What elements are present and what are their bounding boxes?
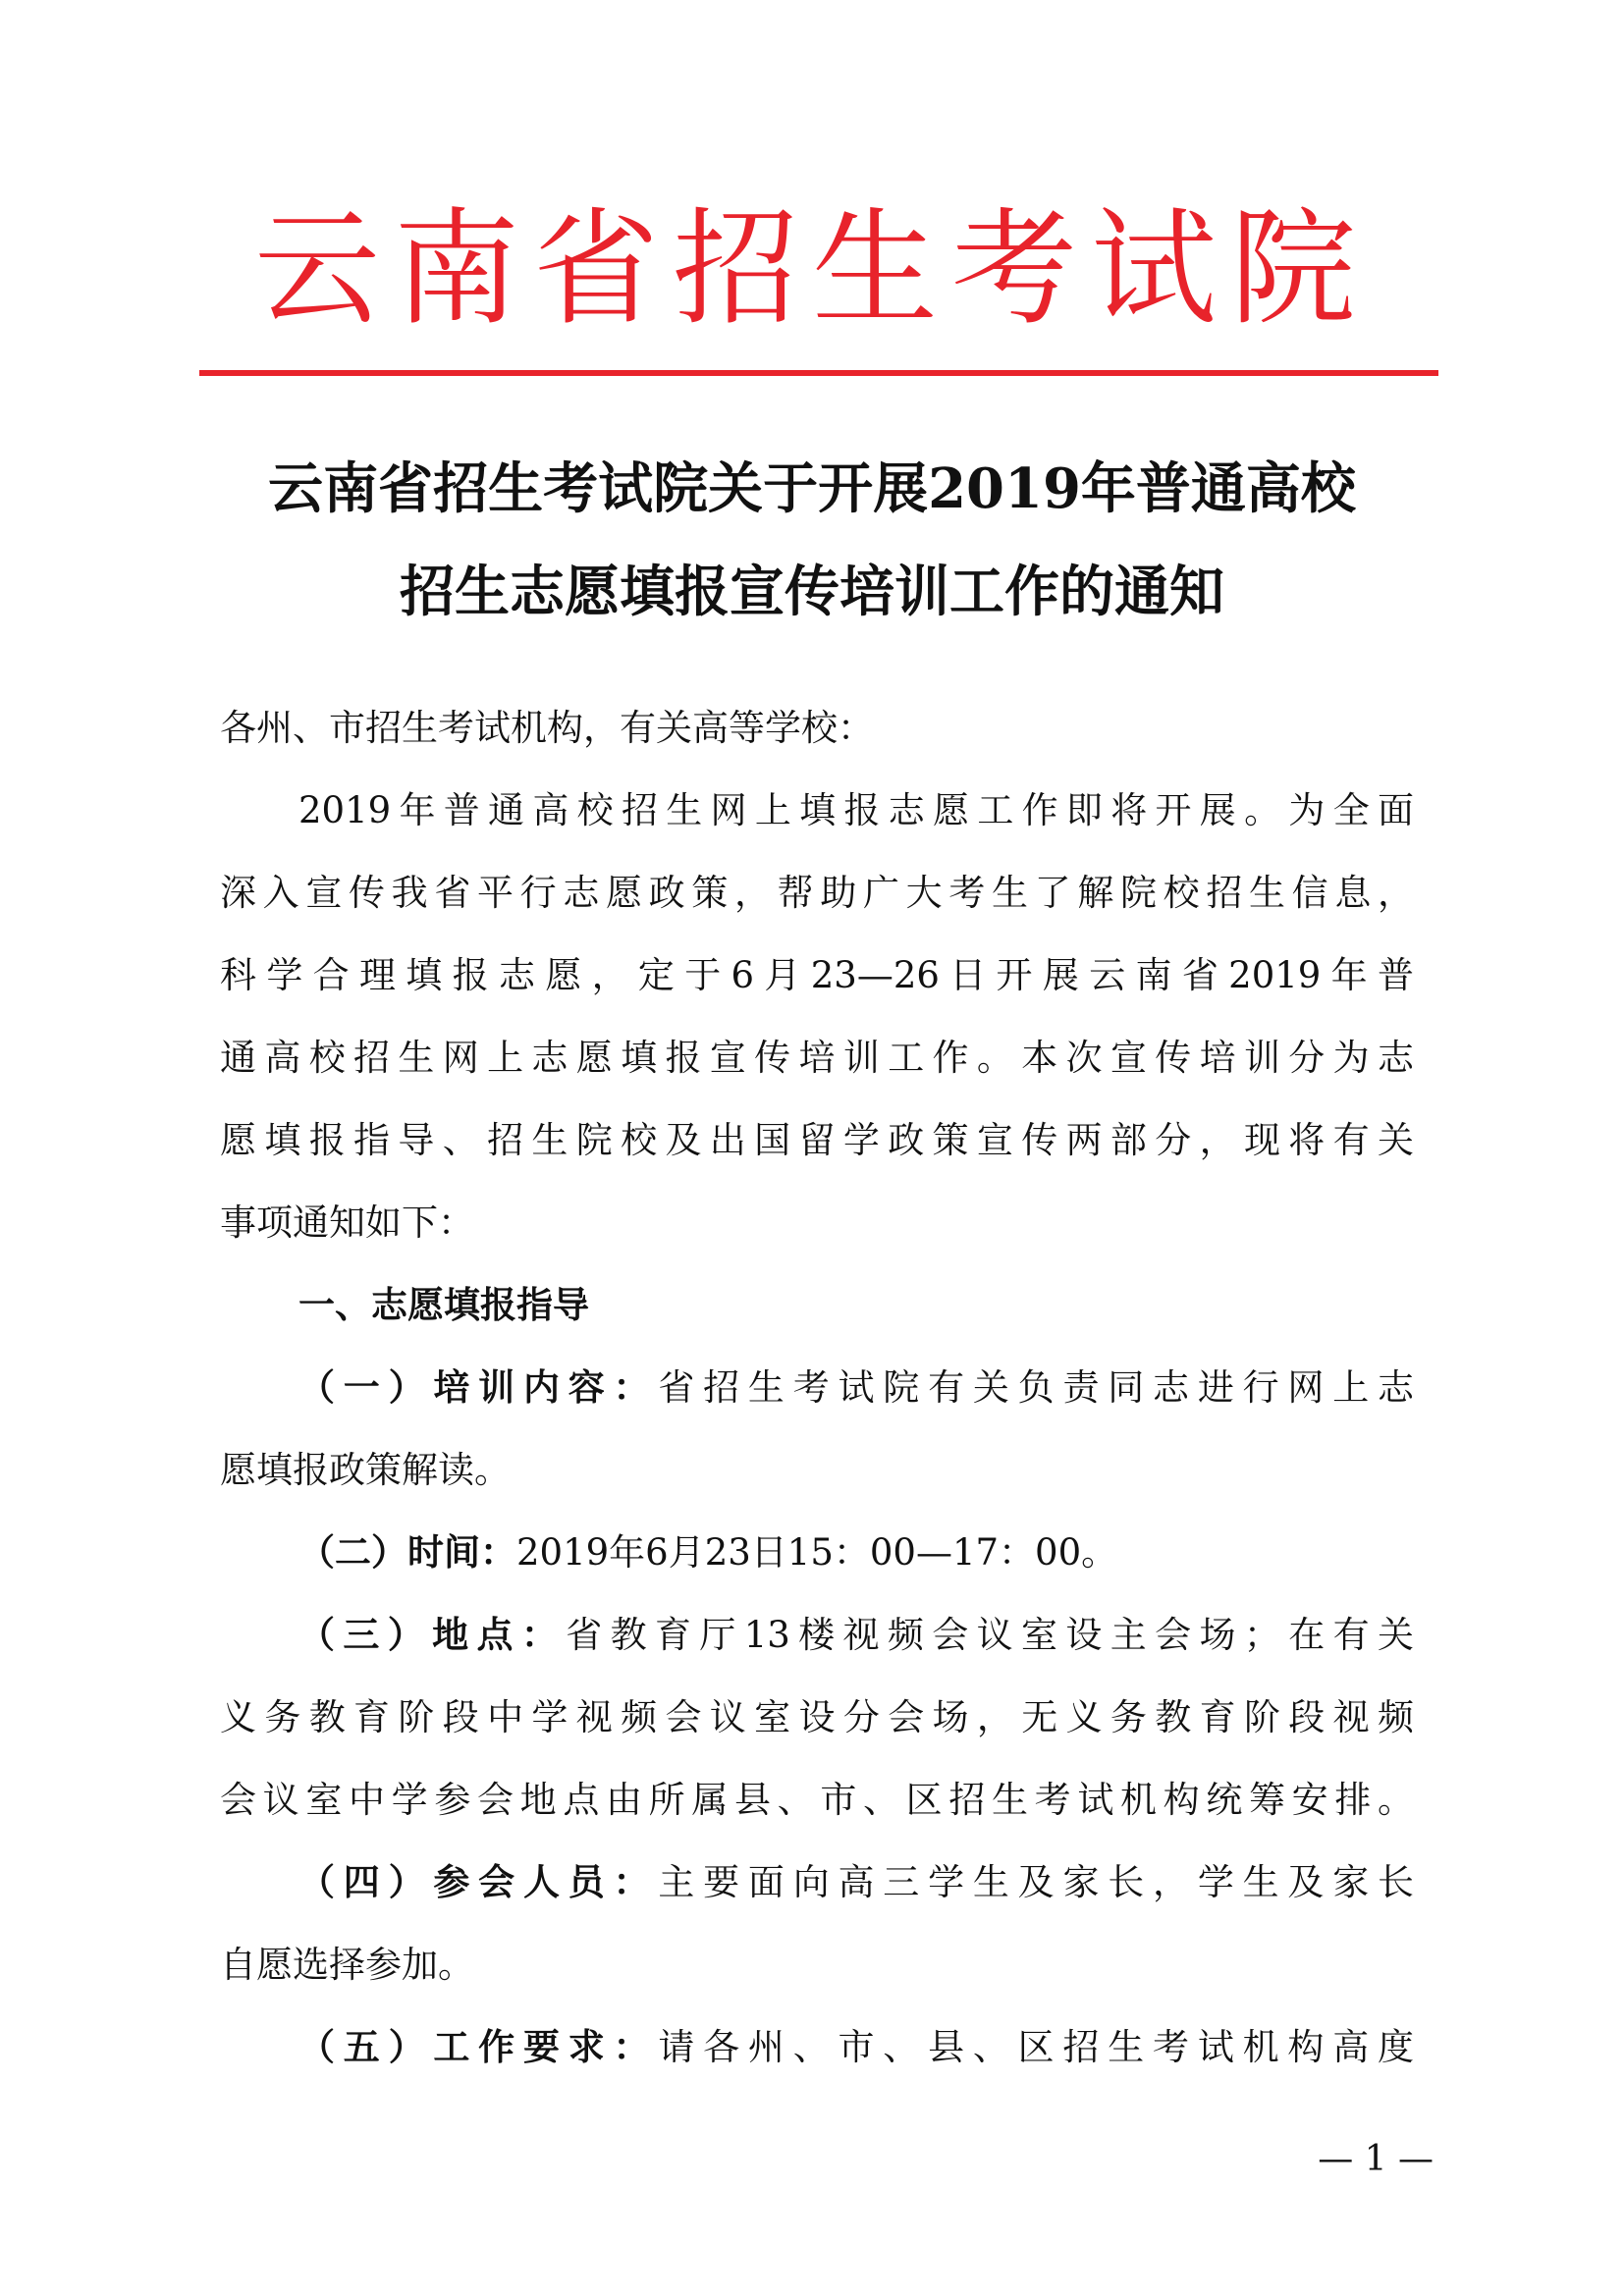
paragraph-1-line-2: 深入宣传我省平行志愿政策，帮助广大考生了解院校招生信息， (220, 872, 1414, 914)
paragraph-1-line-1: 2019年普通高校招生网上填报志愿工作即将开展。为全面 (298, 789, 1414, 831)
header-red-rule (199, 370, 1438, 376)
salutation: 各州、市招生考试机构，有关高等学校： (220, 707, 874, 749)
item-4-line-2: 自愿选择参加。 (220, 1944, 474, 1986)
document-title-line-2: 招生志愿填报宣传培训工作的通知 (400, 560, 1224, 624)
item-4-line-1 (298, 1842, 1414, 1924)
item-3-label: （三）地点： (298, 1614, 567, 1656)
item-3-line-2: 义务教育阶段中学视频会议室设分会场，无义务教育阶段视频 (220, 1696, 1414, 1738)
issuer-header: 云南省招生考试院 (253, 196, 1370, 343)
item-2-label: （二）时间： (298, 1531, 516, 1574)
item-2-line-1 (298, 1512, 1414, 1594)
item-1-text: 省招生考试院有关负责同志进行网上志 (658, 1366, 1415, 1409)
item-1-line-1 (298, 1347, 1414, 1429)
item-1-label: （一）培训内容： (298, 1366, 659, 1409)
item-5-line-1 (298, 2006, 1414, 2089)
item-4-label: （四）参会人员： (298, 1861, 659, 1903)
item-3-text: 省教育厅13楼视频会议室设主会场；在有关 (566, 1614, 1414, 1656)
item-5-text: 请各州、市、县、区招生考试机构高度 (658, 2026, 1415, 2068)
paragraph-1-line-5: 愿填报指导、招生院校及出国留学政策宣传两部分，现将有关 (220, 1119, 1414, 1161)
paragraph-1-line-4: 通高校招生网上志愿填报宣传培训工作。本次宣传培训分为志 (220, 1037, 1414, 1079)
item-2-text: 2019年6月23日15：00—17：00。 (516, 1531, 1118, 1574)
paragraph-1-line-6: 事项通知如下： (220, 1201, 474, 1244)
item-3-line-1 (298, 1594, 1414, 1677)
item-4-text: 主要面向高三学生及家长，学生及家长 (658, 1861, 1415, 1903)
paragraph-1-line-3: 科学合理填报志愿，定于6月23—26日开展云南省2019年普 (220, 954, 1414, 996)
item-1-line-2: 愿填报政策解读。 (220, 1449, 511, 1491)
document-title-line-1: 云南省招生考试院关于开展2019年普通高校 (268, 456, 1356, 521)
item-3-line-3: 会议室中学参会地点由所属县、市、区招生考试机构统筹安排。 (220, 1779, 1414, 1821)
section-1-heading: 一、志愿填报指导 (298, 1284, 589, 1326)
item-5-label: （五）工作要求： (298, 2026, 659, 2068)
page-number: — 1 — (1318, 2139, 1434, 2179)
